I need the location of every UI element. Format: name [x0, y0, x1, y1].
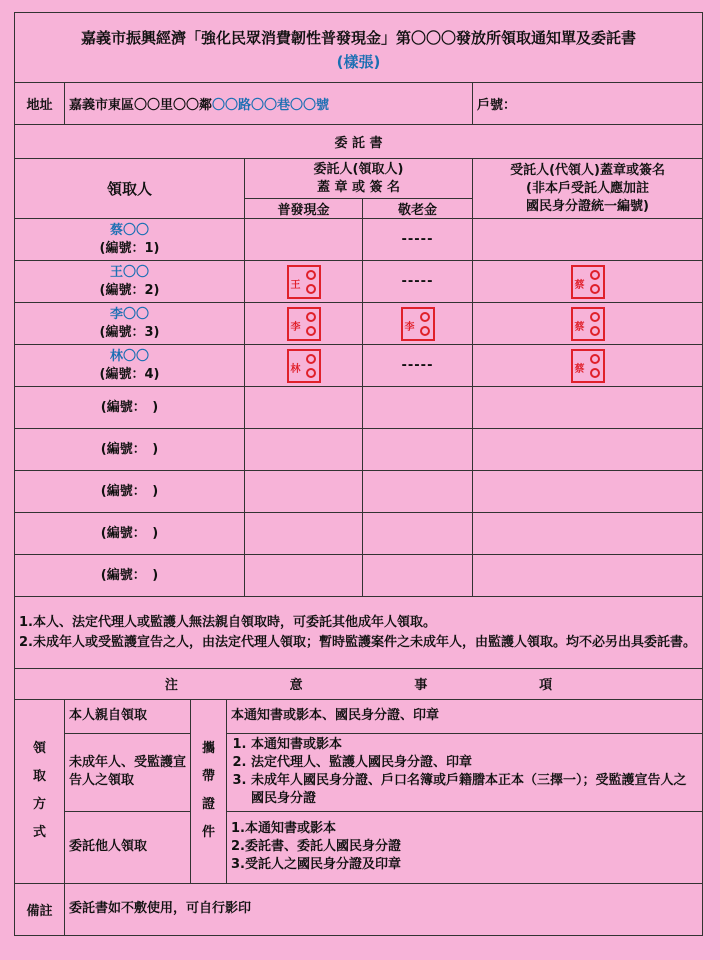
empty-cell[interactable] [363, 387, 473, 429]
recipient-name: 王〇〇 [109, 264, 149, 280]
delegate-header-line1: 受託人(代領人)蓋章或簽名 [510, 162, 665, 178]
doc-item: 3.受託人之國民身分證及印章 [231, 857, 401, 872]
seal-character: 蔡 [574, 363, 585, 375]
remark-label: 備註 [15, 883, 65, 935]
empty-number: (編號： ) [15, 429, 245, 471]
carry-label-char: 證 [201, 797, 215, 812]
delegate-header-line3: 國民身分證統一編號) [526, 198, 649, 214]
elder-dash: ----- [363, 261, 473, 303]
empty-cell[interactable] [245, 555, 363, 597]
empty-cell[interactable] [473, 387, 703, 429]
elder-seal-cell[interactable] [363, 303, 473, 345]
empty-cell[interactable] [473, 513, 703, 555]
recipient-name: 李〇〇 [109, 306, 149, 322]
method-docs [227, 811, 703, 883]
address-prefix: 嘉義市東區〇〇里〇〇鄰 [69, 98, 213, 113]
notice-title-char: 項 [539, 678, 553, 694]
seal-stamp [571, 265, 605, 299]
recipient-row [15, 345, 703, 387]
seal-stamp [287, 265, 321, 299]
form-table [14, 12, 703, 669]
doc-item: 3. 未成年人國民身分證、戶口名簿或戶籍謄本正本（三擇一）；受監護宣告人之國民身分證 [251, 772, 698, 808]
notice-title [15, 669, 703, 699]
recipient-row [15, 219, 703, 261]
delegator-header-line1: 委託人(領取人) [313, 161, 404, 177]
seal-character: 林 [290, 363, 301, 375]
delegate-seal-cell[interactable] [473, 219, 703, 261]
doc-item: 2. 法定代理人、監護人國民身分證、印章 [251, 754, 698, 772]
delegator-header-line2: 蓋 章 或 簽 名 [316, 179, 401, 195]
elder-dash: ----- [363, 345, 473, 387]
seal-stamp [287, 349, 321, 383]
method-name: 委託他人領取 [65, 811, 191, 883]
empty-number: (編號： ) [15, 555, 245, 597]
remark-text: 委託書如不敷使用，可自行影印 [65, 883, 703, 935]
seal-stamp [571, 349, 605, 383]
delegate-seal-cell[interactable] [473, 261, 703, 303]
seal-stamp [401, 307, 435, 341]
seal-character: 蔡 [574, 321, 585, 333]
notice-title-char: 注 [164, 678, 178, 694]
empty-cell[interactable] [245, 471, 363, 513]
empty-cell[interactable] [363, 471, 473, 513]
method-name: 未成年人、受監護宣告人之領取 [65, 733, 191, 811]
cash-seal-cell[interactable] [245, 219, 363, 261]
cash-seal-cell[interactable] [245, 261, 363, 303]
address-label: 地址 [15, 83, 65, 125]
empty-cell[interactable] [363, 429, 473, 471]
empty-number: (編號： ) [15, 513, 245, 555]
address-suffix: 〇〇路〇〇巷〇〇號 [212, 98, 330, 113]
header-cell [15, 13, 703, 83]
carry-label-char: 件 [201, 825, 215, 840]
recipient-name: 林〇〇 [109, 348, 149, 364]
method-label-char: 領 [32, 741, 46, 756]
empty-row [15, 429, 703, 471]
elder-header: 敬老金 [363, 199, 473, 219]
rules-cell [15, 597, 703, 669]
recipient-row [15, 303, 703, 345]
delegate-seal-cell[interactable] [473, 345, 703, 387]
empty-cell[interactable] [245, 429, 363, 471]
recipient-cell [15, 345, 245, 387]
household-label: 戶號： [473, 83, 703, 125]
recipient-number: (編號：3) [99, 324, 160, 340]
delegate-header [473, 159, 703, 219]
recipient-cell [15, 219, 245, 261]
elder-dash: ----- [363, 219, 473, 261]
empty-cell[interactable] [245, 387, 363, 429]
rule-2: 2.未成年人或受監護宣告之人，由法定代理人領取；暫時監護案件之未成年人，由監護人領取。均不必另出具委託書。 [19, 634, 696, 650]
empty-number: (編號： ) [15, 387, 245, 429]
rule-1: 1.本人、法定代理人或監護人無法親自領取時，可委託其他成年人領取。 [19, 614, 436, 630]
notice-table [14, 669, 703, 936]
empty-cell[interactable] [245, 513, 363, 555]
carry-label-char: 帶 [201, 769, 215, 784]
seal-stamp [571, 307, 605, 341]
method-name: 本人親自領取 [65, 699, 191, 733]
seal-character: 李 [404, 321, 415, 333]
notice-title-char: 意 [289, 678, 303, 694]
empty-cell[interactable] [363, 513, 473, 555]
method-label-char: 式 [32, 825, 46, 840]
doc-item: 2.委託書、委託人國民身分證 [231, 839, 401, 854]
empty-cell[interactable] [473, 555, 703, 597]
cash-seal-cell[interactable] [245, 345, 363, 387]
empty-cell[interactable] [473, 429, 703, 471]
method-label-char: 方 [32, 797, 46, 812]
notice-title-char: 事 [414, 678, 428, 694]
proxy-section-title: 委 託 書 [15, 125, 703, 159]
sample-label: (樣張) [336, 52, 381, 71]
recipient-number: (編號：2) [99, 282, 160, 298]
page-title: 嘉義市振興經濟「強化民眾消費韌性普發現金」第〇〇〇發放所領取通知單及委託書 [81, 28, 637, 47]
empty-cell[interactable] [473, 471, 703, 513]
seal-stamp [287, 307, 321, 341]
method-label-char: 取 [32, 769, 46, 784]
seal-character: 李 [290, 321, 301, 333]
delegate-seal-cell[interactable] [473, 303, 703, 345]
empty-row [15, 555, 703, 597]
empty-row [15, 387, 703, 429]
doc-item: 1.本通知書或影本 [231, 821, 336, 836]
empty-number: (編號： ) [15, 471, 245, 513]
delegator-header [245, 159, 473, 199]
recipient-name: 蔡〇〇 [109, 222, 149, 238]
empty-row [15, 471, 703, 513]
method-docs [227, 733, 703, 811]
recipient-number: (編號：1) [99, 240, 160, 256]
method-label [15, 699, 65, 883]
seal-character: 王 [290, 279, 301, 291]
cash-header: 普發現金 [245, 199, 363, 219]
notice-form [14, 12, 702, 936]
carry-label [191, 699, 227, 883]
recipient-cell [15, 303, 245, 345]
address-value [65, 83, 473, 125]
delegate-header-line2: (非本戶受託人應加註 [526, 180, 649, 196]
recipient-row [15, 261, 703, 303]
carry-label-char: 攜 [201, 741, 215, 756]
doc-item: 1. 本通知書或影本 [251, 736, 698, 754]
empty-cell[interactable] [363, 555, 473, 597]
recipient-number: (編號：4) [99, 366, 160, 382]
cash-seal-cell[interactable] [245, 303, 363, 345]
empty-row [15, 513, 703, 555]
method-docs: 本通知書或影本、國民身分證、印章 [227, 699, 703, 733]
recipient-cell [15, 261, 245, 303]
seal-character: 蔡 [574, 279, 585, 291]
recipient-header: 領取人 [15, 159, 245, 219]
